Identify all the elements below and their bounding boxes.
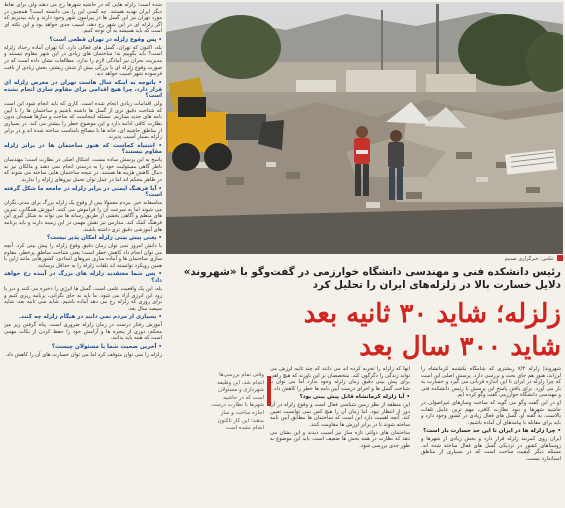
body-column-right bbox=[421, 366, 561, 464]
question-heading: • پس وقوع زلزله در تهران قطعی است؟ bbox=[49, 36, 162, 43]
paragraph: آموزش رفتار درست در زمان زلزله ضروری است. پناه گرفتن زیر میز محکم، دوری از پنجره ها و آرامش خود را حفظ کردن از نکات مهمی است که همه باید بدانند. bbox=[4, 322, 162, 342]
caption-text: عکس: خبرگزاری تسنیم bbox=[504, 256, 554, 262]
question-heading: • آیا زلزله کرمانشاه قابل پیش بینی بود؟ bbox=[299, 394, 410, 401]
paragraph: با دانش امروز نمی توان زمان دقیق وقوع زلزله را پیش بینی کرد. آنچه می توان انجام داد کاهش خطر است؛ یعنی شناخت مناطق پرخطر، مقاوم سازی ساختمان ها و آماده سازی نیروهای امدادی. کشورهایی مانند ژاپن با همین رویکرد توانسته اند تلفات زلزله را به حداقل برسانند. bbox=[4, 243, 162, 269]
paragraph: آنها که زلزله را تجربه کرده اند می دانند که چند ثانیه لرزش می تواند زندگی را دگرگون کند. متخصصان بر این باورند که هیچ راهی برای پیش بینی دقیق زمان زلزله وجود ندارد اما می توان با شناخت گسل ها و اجرای درست آیین نامه ها خطر را کاهش داد. bbox=[270, 366, 410, 392]
paragraph: زلزله را نمی توان متوقف کرد اما می توان خسارت های آن را کاهش داد. bbox=[5, 351, 162, 358]
question-heading: • بسیاری از مردم نمی دانند در هنگام زلزله چه کنند. bbox=[18, 314, 162, 321]
headline bbox=[166, 298, 561, 364]
question-heading: • یعنی پیش بینی زلزله امکان پذیر نیست؟ bbox=[47, 235, 162, 242]
question-heading: • اشتباه کجاست که هنوز ساختمان ها در برابر زلزله مقاوم نیستند؟ bbox=[4, 142, 162, 156]
paragraph: ولی اقدامات زیادی انجام شده است. کاری که باید انجام شود این است که شناخت دقیق تری از گسل ها داشته باشیم و ساختمان ها را با آیین نامه های جدید بسازیم. مسئله اینجاست که ساخت و سازها همچنان بدون نظارت کافی ادامه دارد و این موضوع خطر را بیشتر می کند. در بسیاری از مناطق حاشیه ای، خانه ها با مصالح نامناسب ساخته شده اند و در برابر زلزله بسیار آسیب پذیرند. bbox=[4, 101, 162, 141]
question-heading: • آخرین صحبت شما با مسئولان چیست؟ bbox=[51, 343, 162, 350]
earthquake-photo bbox=[166, 2, 563, 254]
question-heading: • چرا زلزله ها در ایران تا این حد خسارت بار است؟ bbox=[423, 428, 561, 435]
pull-quote-text: وقتی تمام بررسی‌ها انجام شد، این وظیفه شهرداری و مسئولان است که در حاشیه شهرها با نظارت درست اجازه ساخت و ساز بدهند؛ این کار تاکنون انجام نشده است bbox=[211, 372, 264, 432]
headline-line-1: زلزله؛ شاید ۳۰ ثانیه بعد bbox=[303, 299, 561, 329]
paragraph: بله، اکنون که تهران، گسل های فعالی دارد. آیا تهران آماده رخداد زلزله است؟ باید بگوییم نه؛ ساختمان های زیادی در این شهر مقاوم نیستند و مدیریت بحران نیز آمادگی لازم را ندارد. مطالعات نشان داده است که در صورت وقوع زلزله ای با بزرگی بیش از شش ریشتر، بخش زیادی از بافت فرسوده شهر آسیب خواهد دید. bbox=[4, 44, 162, 78]
lead-text bbox=[171, 266, 561, 292]
paragraph: پاسخ به این پرسش ساده نیست. اشکال اصلی در نظارت است؛ مهندسان ناظر گاهی مسئولیت خود را به درستی انجام نمی دهند و مالکان نیز به دنبال کاهش هزینه ها هستند. در نتیجه ساختمان هایی ساخته می شوند که در ظاهر محکم اند اما در عمل توان تحمل نیروهای زلزله را ندارند. bbox=[4, 157, 162, 184]
headline-line-2: شاید ۳۰۰ سال بعد bbox=[359, 332, 561, 362]
pull-quote bbox=[208, 372, 264, 433]
lead-line-1: رئیس دانشکده فنی و مهندسی دانشگاه خوارزمی در گفت‌وگو با «شهروند» bbox=[183, 266, 561, 278]
paragraph: این منطقه از نظر زمین شناسی فعال است و وقوع زلزله در آن دور از انتظار نبود. اما زمان آن را هیچ کس نمی توانست تعیین کند. آنچه اهمیت دارد این است که ساختمان ها مطابق آیین نامه ساخته شوند تا در برابر لرزش ها مقاومت کنند. bbox=[270, 402, 410, 428]
paragraph: ایران روی کمربند زلزله قرار دارد و بخش زیادی از شهرها و روستاهای کشور در نزدیکی گسل های فعال ساخته شده اند. مسئله دیگر کیفیت ساخت است که در بسیاری از مناطق استاندارد نیست. bbox=[421, 436, 561, 462]
paragraph: بله، این یک واقعیت علمی است. گسل ها انرژی را ذخیره می کنند و دیر یا زود این انرژی آزاد می شود. ما باید به جای نگرانی، برنامه ریزی کنیم و برای روزی که زلزله رخ می دهد آماده باشیم. شاید سی ثانیه بعد، شاید سیصد سال بعد. bbox=[4, 285, 162, 312]
lead-line-2: دلایل خسارت بالا در زلزله‌های ایران را تحلیل کرد bbox=[312, 279, 561, 291]
left-column bbox=[4, 2, 162, 504]
question-heading: • آیا فرهنگ ایمنی در برابر زلزله در جامعه ما شکل گرفته است؟ bbox=[4, 185, 162, 199]
paragraph: شده است؛ زلزله هایی که در حاشیه شهرها رخ می دهند ولی برای نقاط دیگر ایران تهدید هستند. چه کسی این را می دانسته است؟ همچنین در مورد تهران نیز این گسل ها در پیرامون شهر وجود دارند و باید بپذیریم که اگر زلزله ای در این شهر رخ دهد، آسیب جدی خواهد بود و این نکته ای است که باید همیشه به آن توجه کنیم. bbox=[4, 2, 162, 35]
caption-marker-icon bbox=[557, 255, 563, 261]
photo-caption bbox=[166, 254, 563, 264]
paragraph: او در این گفت وگو می گوید که ساخت وسازهای غیراصولی در حاشیه شهرها و نبود نظارت کافی، مهم ترین عامل تلفات بالاست. به گفته او، گسل های فعال زیادی در کشور وجود دارد و باید برای مقابله با پیامدهای آن آماده باشیم. bbox=[421, 399, 561, 426]
article-body bbox=[270, 366, 561, 504]
question-heading: • باتوجه به اینکه سال هاست تهران در معرض زلزله ای قرار دارد، چرا هیچ اقدامی برای مقاوم سازی انجام نشده است؟ bbox=[4, 79, 162, 100]
rubble-scene-image bbox=[166, 2, 563, 254]
paragraph: متاسفانه خیر. مردم معمولا پس از وقوع یک زلزله بزرگ برای مدتی نگران می شوند اما به سرعت آن را فراموش می کنند. آموزش همگانی، تمرین های منظم و آگاهی بخشی از طریق رسانه ها می تواند به شکل گیری این فرهنگ کمک کند. مدارس نیز نقش مهمی در این زمینه دارند و باید برنامه های آموزشی دقیق تری داشته باشند. bbox=[4, 200, 162, 233]
question-heading: • پس شما معتقدید زلزله های بزرگ در آینده رخ خواهد داد؟ bbox=[4, 271, 162, 285]
body-column-left bbox=[270, 366, 410, 450]
paragraph: شهروند| زلزله ۷/۳ ریشتری که شامگاه یکشنبه کرمانشاه را لرزاند، هنوز هم جای بحث و بررسی دارد. پرسش اصلی این است که چرا زلزله در ایران تا این اندازه قربانی می گیرد و خسارت به بار می آورد. برای یافتن پاسخ این پرسش با رئیس دانشکده فنی و مهندسی دانشگاه خوارزمی گفت وگو کرده ایم. bbox=[421, 366, 561, 399]
paragraph: ساختمان های دولتی تازه ساز نیز آسیب دیدند و این نشان می دهد که نظارت در همه بخش ها ضعیف است. باید این موضوع به طور جدی بررسی شود. bbox=[270, 429, 410, 449]
